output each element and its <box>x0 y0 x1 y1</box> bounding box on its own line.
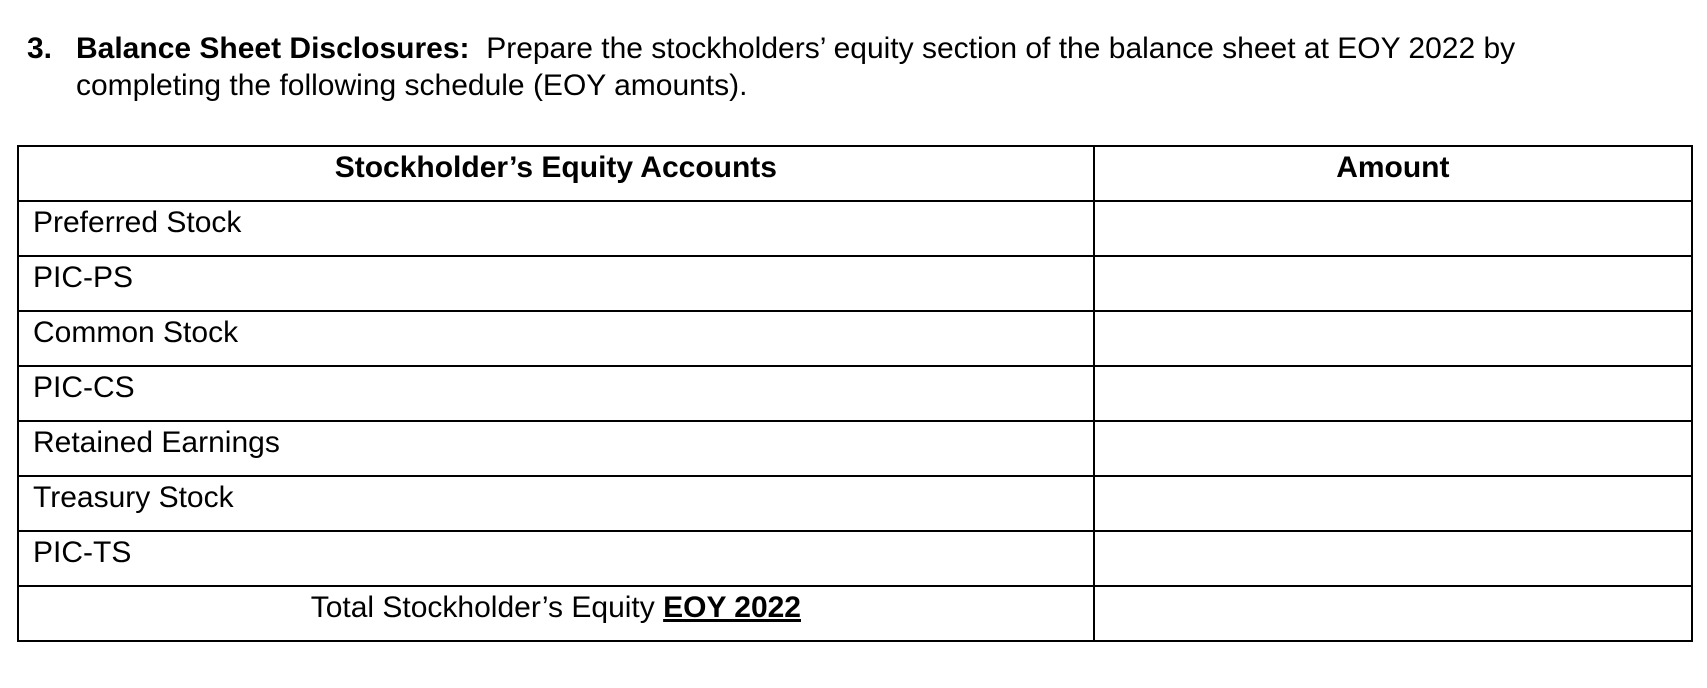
total-period: EOY 2022 <box>663 591 801 624</box>
total-label-cell <box>18 586 1094 641</box>
table-row <box>18 311 1692 366</box>
amount-cell-preferred-stock[interactable] <box>1094 201 1692 256</box>
table-row <box>18 476 1692 531</box>
account-pic-ts: PIC-TS <box>18 531 1094 586</box>
amount-cell-common-stock[interactable] <box>1094 311 1692 366</box>
account-retained-earnings: Retained Earnings <box>18 421 1094 476</box>
question-body <box>76 30 1646 104</box>
table-header-row <box>18 146 1692 201</box>
account-pic-ps: PIC-PS <box>18 256 1094 311</box>
equity-schedule-table <box>17 145 1693 642</box>
question-heading: Balance Sheet Disclosures: <box>76 32 470 65</box>
table-row <box>18 531 1692 586</box>
table-row <box>18 201 1692 256</box>
amount-cell-pic-ts[interactable] <box>1094 531 1692 586</box>
account-treasury-stock: Treasury Stock <box>18 476 1094 531</box>
account-pic-cs: PIC-CS <box>18 366 1094 421</box>
account-preferred-stock: Preferred Stock <box>18 201 1094 256</box>
amount-cell-pic-cs[interactable] <box>1094 366 1692 421</box>
table-row <box>18 256 1692 311</box>
amount-cell-treasury-stock[interactable] <box>1094 476 1692 531</box>
table-row <box>18 366 1692 421</box>
account-common-stock: Common Stock <box>18 311 1094 366</box>
total-row <box>18 586 1692 641</box>
amount-cell-pic-ps[interactable] <box>1094 256 1692 311</box>
total-amount-cell[interactable] <box>1094 586 1692 641</box>
table-row <box>18 421 1692 476</box>
header-amount: Amount <box>1094 146 1692 201</box>
header-accounts: Stockholder’s Equity Accounts <box>18 146 1094 201</box>
amount-cell-retained-earnings[interactable] <box>1094 421 1692 476</box>
question-instructions: Prepare the stockholders’ equity section of the balance sheet at EOY 2022 by completing the following schedule (EOY amounts). <box>76 32 1516 102</box>
total-label: Total Stockholder’s Equity <box>310 591 655 624</box>
question-number: 3. <box>27 32 53 65</box>
